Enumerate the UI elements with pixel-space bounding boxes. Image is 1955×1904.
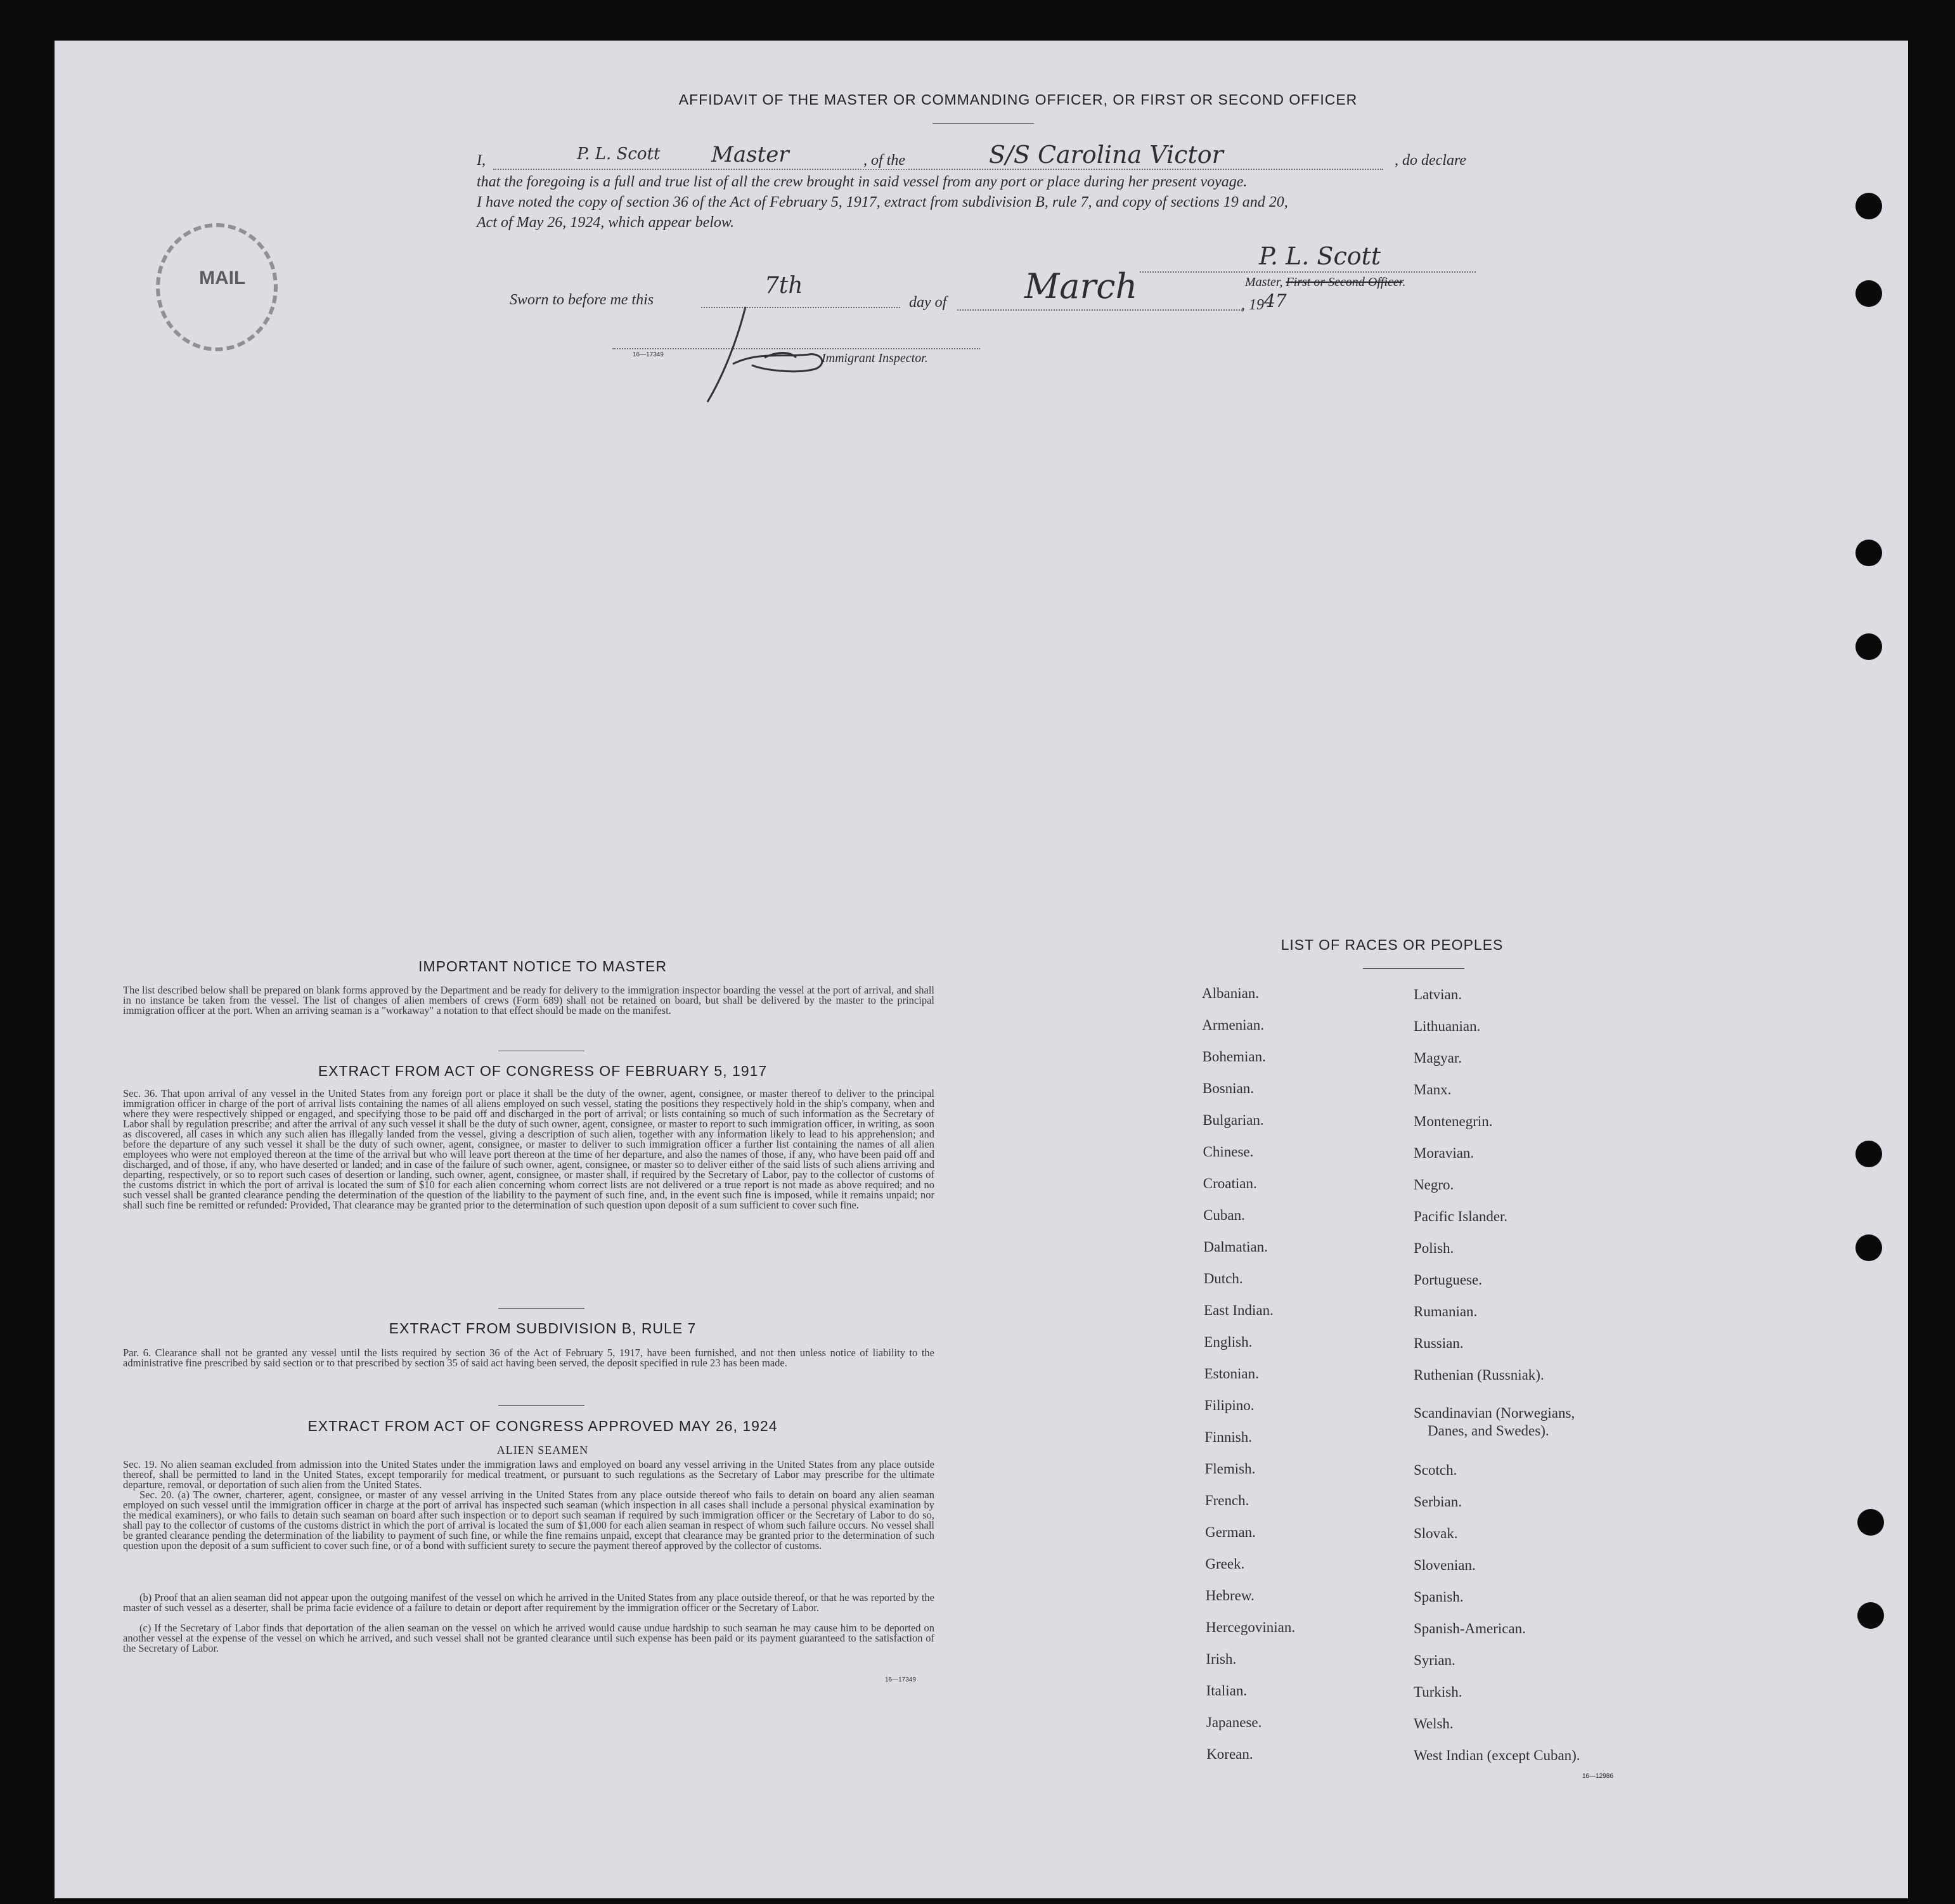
rank-handwritten: Master <box>711 142 789 167</box>
races-title: LIST OF RACES OR PEOPLES <box>1281 936 1504 953</box>
master-caption: Master, First or Second Officer. <box>1245 275 1406 289</box>
race-item: English. <box>1204 1334 1253 1350</box>
race-item: Scandinavian (Norwegians, <box>1414 1405 1575 1421</box>
race-item: Greek. <box>1205 1556 1245 1572</box>
race-item: Manx. <box>1414 1082 1452 1098</box>
race-item: Moravian. <box>1414 1145 1474 1161</box>
month-handwritten: March <box>1024 266 1138 306</box>
race-item: Ruthenian (Russniak). <box>1414 1367 1544 1383</box>
race-item: Latvian. <box>1414 987 1462 1002</box>
race-item: Italian. <box>1206 1683 1248 1699</box>
stamp-text: MAIL <box>199 268 246 288</box>
race-item: Chinese. <box>1203 1144 1254 1160</box>
race-item: Dutch. <box>1203 1271 1243 1286</box>
binder-hole <box>1857 1602 1884 1629</box>
binder-hole <box>1857 1509 1884 1536</box>
section-20c: (c) If the Secretary of Labor finds that deportation of the alien seaman on the vessel on which he arrived would cause undue hardship to such seaman he may cause him to be deported on another vessel at the expense of the vessel on which he arrived, and such vessel shall not be granted clearance until such expense has been paid or its payment guaranteed to the satisfaction of the Secretary of Labor. <box>123 1622 934 1654</box>
extract-rule7-body: Par. 6. Clearance shall not be granted any vessel until the lists required by section 36 of the Act of February 5, 1917, have been furnished, and not then unless notice of liability to the administrative fine prescribed by said section or to that prescribed by section 35 of said act having been served, the deposit specified in rule 23 has been made. <box>123 1347 934 1369</box>
race-item: Estonian. <box>1204 1366 1259 1382</box>
race-item: Spanish. <box>1414 1589 1464 1605</box>
race-item: Magyar. <box>1414 1050 1462 1066</box>
affidavit-line-1 <box>477 141 1554 172</box>
sworn-label: Sworn to before me this <box>510 292 654 308</box>
race-item: East Indian. <box>1204 1302 1274 1318</box>
affidavit-line-4: Act of May 26, 1924, which appear below. <box>477 214 735 231</box>
race-item: Armenian. <box>1202 1017 1265 1033</box>
divider <box>932 123 1034 124</box>
notice-title: IMPORTANT NOTICE TO MASTER <box>418 958 667 975</box>
form-number: 16—12986 <box>1582 1773 1613 1780</box>
master-caption-label: Master, <box>1245 275 1283 289</box>
race-item: Bosnian. <box>1202 1080 1255 1096</box>
inspector-caption: Immigrant Inspector. <box>822 351 928 365</box>
postal-stamp <box>156 223 278 351</box>
do-declare-label: , do declare <box>1395 152 1467 169</box>
race-item: Croatian. <box>1203 1175 1257 1191</box>
binder-hole <box>1855 540 1882 566</box>
i-label: I, <box>477 152 486 169</box>
race-item: Rumanian. <box>1414 1304 1478 1319</box>
race-item: Bohemian. <box>1202 1049 1266 1065</box>
affidavit-line-3: I have noted the copy of section 36 of the Act of February 5, 1917, extract from subdivision B, rule 7, and copy of sections 19 and 20, <box>477 194 1288 210</box>
binder-hole <box>1855 633 1882 660</box>
affidavit-title: AFFIDAVIT OF THE MASTER OR COMMANDING OFFICER, OR FIRST OR SECOND OFFICER <box>678 91 1358 108</box>
race-item: Welsh. <box>1414 1716 1454 1732</box>
race-item: Negro. <box>1414 1177 1454 1193</box>
section-19: Sec. 19. No alien seaman excluded from admission into the United States under the immigration laws and employed on board any vessel arriving in the United States from any place outside thereof, shall be permitted to land in the United States, except temporarily for medical treatment, or pursuant to such regulations as the Secretary of Labor may prescribe for the ultimate departure, removal, or deportation of such alien from the United States. <box>123 1458 934 1491</box>
race-item: Hebrew. <box>1205 1588 1255 1603</box>
race-item: Dalmatian. <box>1203 1239 1268 1255</box>
race-item: Syrian. <box>1414 1652 1455 1668</box>
binder-hole <box>1855 193 1882 219</box>
race-item: Serbian. <box>1414 1494 1462 1510</box>
race-item: Korean. <box>1206 1746 1253 1762</box>
form-number: 16—17349 <box>633 351 664 358</box>
race-item: Cuban. <box>1203 1207 1245 1223</box>
form-number: 16—17349 <box>885 1676 916 1683</box>
race-item: Montenegrin. <box>1414 1113 1493 1129</box>
signature-blank <box>1140 271 1476 273</box>
race-item: Slovenian. <box>1414 1557 1476 1573</box>
divider <box>498 1405 584 1406</box>
race-item: Polish. <box>1414 1240 1454 1256</box>
race-item: Danes, and Swedes). <box>1428 1423 1549 1439</box>
extract-rule7-title: EXTRACT FROM SUBDIVISION B, RULE 7 <box>389 1320 697 1337</box>
race-item: Finnish. <box>1204 1429 1252 1445</box>
extract-1917-body: Sec. 36. That upon arrival of any vessel in the United States from any foreign port or place it shall be the duty of the owner, agent, consignee, or master thereof to deliver to the principal immigration officer in charge of the port of arrival lists containing the names of all aliens employed on such vessel, stating the positions they respectively hold in the ship's company, when and where they were respectively shipped or engaged, and specifying those to be paid off and discharged in the port of arrival; or lists containing so much of such information as the Secretary of Labor shall by regulation prescribe; and after the arrival of any such vessel it shall be the duty of such owner, agent, consignee, or master to report to such immigration officer, in writing, as soon as discovered, all cases in which any such alien has illegally landed from the vessel, giving a description of such alien, together with any information likely to lead to his apprehension; and before the departure of any such vessel it shall be the duty of such owner, agent, consignee, or master to deliver to such immigration officer a further list containing the names of all alien employees who were not employed thereon at the time of the arrival but who will leave port thereon at the time of her departure, and also the names of those, if any, who have been paid off and discharged, and of those, if any, who have deserted or landed; and in case of the failure of such owner, agent, consignee, or master so to deliver either of the said lists of such aliens arriving and departing, respectively, or so to report such cases of desertion or landing, such owner, agent, consignee, or master shall, if required by the Secretary of Labor, pay to the collector of customs of the customs district in which the port of arrival is located the sum of $10 for each alien concerning whom correct lists are not delivered or a true report is not made as above required; and no such vessel shall be granted clearance pending the determination of the question of the liability to the payment of such fine, and, in the event such fine is imposed, while it remains unpaid; nor shall such fine be remitted or refunded: Provided, That clearance may be granted prior to the determination of such question upon deposit of a sum sufficient to cover such fine. <box>123 1087 934 1211</box>
race-item: Lithuanian. <box>1414 1018 1481 1034</box>
binder-hole <box>1855 1141 1882 1167</box>
month-blank <box>957 309 1242 311</box>
of-the-label: , of the <box>861 152 908 169</box>
race-item: Albanian. <box>1202 985 1260 1001</box>
race-item: Scotch. <box>1414 1462 1457 1478</box>
race-item: Slovak. <box>1414 1525 1458 1541</box>
race-item: West Indian (except Cuban). <box>1414 1747 1580 1763</box>
binder-hole <box>1855 1234 1882 1261</box>
race-item: Bulgarian. <box>1203 1112 1264 1128</box>
race-item: Russian. <box>1414 1335 1464 1351</box>
race-item: Pacific Islander. <box>1414 1208 1508 1224</box>
section-20b: (b) Proof that an alien seaman did not appear upon the outgoing manifest of the vessel on which he arrived in the United States from any place outside thereof, or that he was reported by the master of such vessel as a deserter, shall be prima facie evidence of a failure to detain or deport after requirement by the immigration officer or the Secretary of Labor. <box>123 1591 934 1614</box>
race-item: Hercegovinian. <box>1206 1619 1296 1635</box>
race-item: French. <box>1204 1493 1249 1508</box>
race-item: Japanese. <box>1206 1714 1262 1730</box>
section-20a: Sec. 20. (a) The owner, charterer, agent, consignee, or master of any vessel arriving in the United States from any place outside thereof who fails to detain on board any alien seaman employed on such vessel until the immigration officer in charge at the port of arrival has inspected such seaman (which inspection in all cases shall include a personal physical examination by the medical examiners), or who fails to detain such seaman on board after such inspection or to deport such seaman if required by such immigration officer or the Secretary of Labor to do so, shall pay to the collector of customs of the customs district in which the port of arrival is located the sum of $1,000 for each alien seaman in respect of whom such failure occurs. No vessel shall be granted clearance pending the determination of the liability to payment of such fine, or while the fine remains unpaid, except that clearance may be granted prior to the determination of such question upon the deposit of a sum sufficient to cover such fine, or of a bond with sufficient surety to secure the payment thereof approved by the collector of customs. <box>123 1489 934 1551</box>
inspector-signature <box>669 294 898 408</box>
name-blank <box>493 169 1383 170</box>
divider <box>498 1308 584 1309</box>
day-of-label: day of <box>909 294 947 311</box>
notice-body: The list described below shall be prepared on blank forms approved by the Department and be ready for delivery to the immigration inspector boarding the vessel at the port of arrival, and shall in no instance be taken from the vessel. The list of changes of alien members of crews (Form 689) shall not be retained on board, but shall be delivered by the master to the principal immigration officer at the port. When an arriving seaman is a "workaway" a notation to that effect should be made on the manifest. <box>123 984 934 1016</box>
race-item: Turkish. <box>1414 1684 1462 1700</box>
divider <box>1363 968 1464 969</box>
document-page <box>55 41 1908 1898</box>
year-prefix: , 19 <box>1241 297 1264 313</box>
race-item: Flemish. <box>1204 1461 1256 1477</box>
struck-caption: First or Second Officer <box>1286 275 1403 289</box>
day-handwritten: 7th <box>765 273 803 299</box>
race-item: German. <box>1205 1524 1256 1540</box>
year-handwritten: 47 <box>1264 290 1287 311</box>
race-item: Portuguese. <box>1414 1272 1482 1288</box>
master-name-handwritten: P. L. Scott <box>577 145 661 164</box>
binder-hole <box>1855 280 1882 307</box>
race-item: Filipino. <box>1204 1397 1255 1413</box>
affidavit-line-2: that the foregoing is a full and true list of all the crew brought in said vessel from any port or place during her present voyage. <box>477 174 1248 190</box>
alien-seamen-subtitle: ALIEN SEAMEN <box>496 1444 589 1456</box>
extract-1917-title: EXTRACT FROM ACT OF CONGRESS OF FEBRUARY 5, 1917 <box>318 1063 768 1079</box>
vessel-name-handwritten: S/S Carolina Victor <box>989 141 1223 169</box>
race-item: Irish. <box>1206 1651 1237 1667</box>
extract-1924-title: EXTRACT FROM ACT OF CONGRESS APPROVED MAY 26, 1924 <box>307 1418 778 1434</box>
master-signature: P. L. Scott <box>1259 242 1381 270</box>
race-item: Spanish-American. <box>1414 1621 1526 1636</box>
